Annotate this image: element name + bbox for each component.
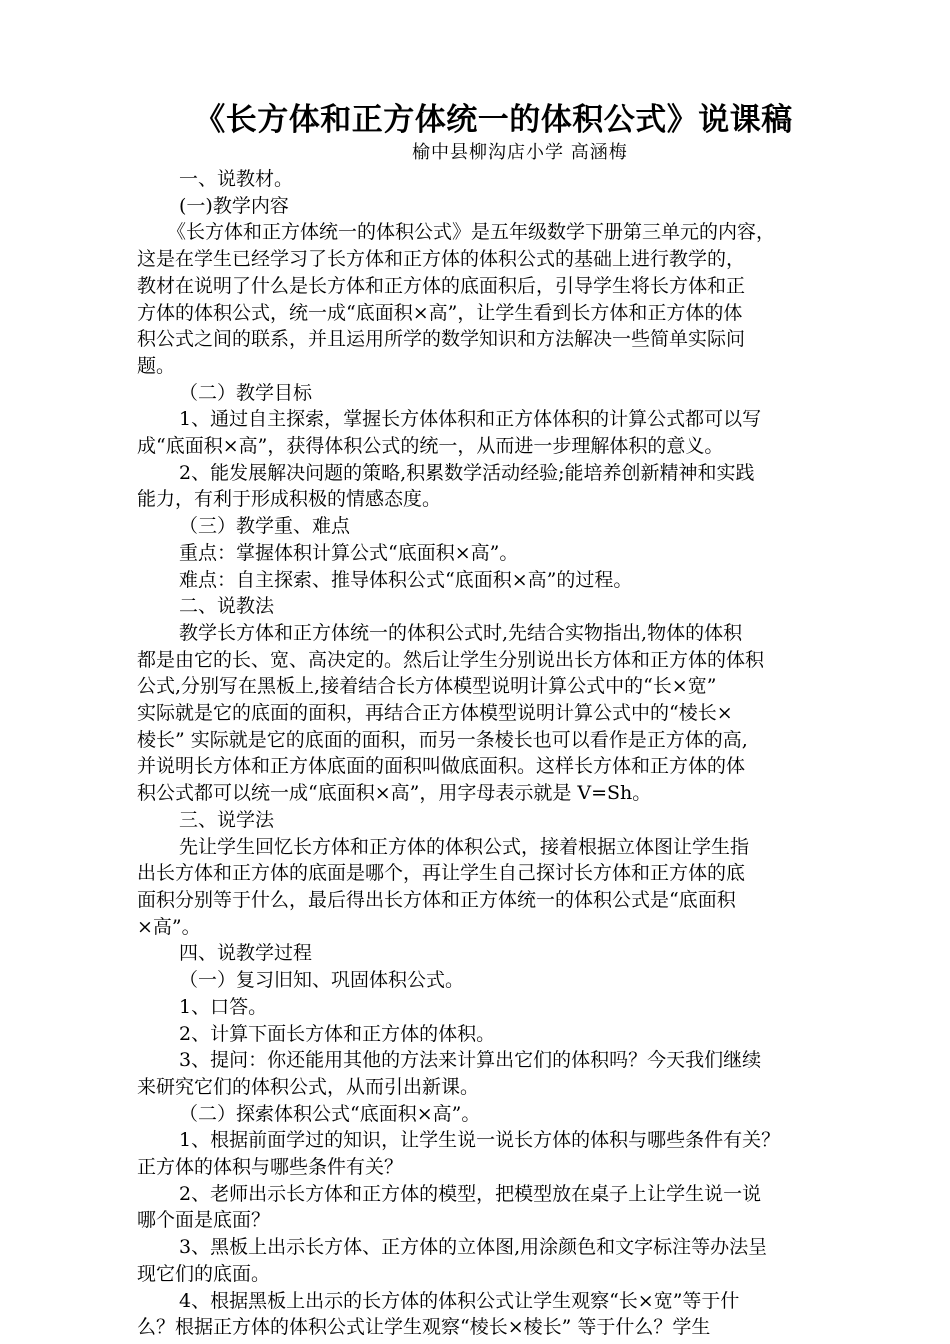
text-line: 这是在学生已经学习了长方体和正方体的体积公式的基础上进行教学的，	[137, 248, 746, 271]
text-line: 先让学生回忆长方体和正方体的体积公式，接着根据立体图让学生指	[179, 835, 750, 858]
text-line: 三、说学法	[179, 808, 275, 831]
text-line: 积公式之间的联系，并且运用所学的数学知识和方法解决一些简单实际问	[137, 328, 746, 351]
text-line: 重点：掌握体积计算公式“底面积×高”。	[179, 541, 519, 564]
text-line: (一)教学内容	[179, 194, 289, 217]
text-line: 方体的体积公式，统一成“底面积×高”，让学生看到长方体和正方体的体	[137, 301, 743, 324]
text-line: 教学长方体和正方体统一的体积公式时,先结合实物指出,物体的体积	[179, 621, 743, 644]
text-line: （二）探索体积公式“底面积×高”。	[179, 1102, 481, 1125]
author-line: 榆中县柳沟店小学 高涵梅	[412, 142, 628, 163]
text-line: 2、计算下面长方体和正方体的体积。	[179, 1022, 496, 1045]
text-line: 1、口答。	[179, 995, 268, 1018]
text-line: 一、说教材。	[179, 168, 294, 190]
text-line: 并说明长方体和正方体底面的面积叫做底面积。这样长方体和正方体的体	[137, 755, 746, 778]
text-line: 2、老师出示长方体和正方体的模型，把模型放在桌子上让学生说一说	[179, 1182, 762, 1205]
document-body	[137, 166, 870, 1341]
text-line: 出长方体和正方体的底面是哪个，再让学生自己探讨长方体和正方体的底	[137, 862, 746, 885]
text-line: 现它们的底面。	[137, 1262, 271, 1285]
text-line: 正方体的体积与哪些条件有关？	[137, 1156, 404, 1179]
text-line: （三）教学重、难点	[179, 515, 351, 538]
text-line: 成“底面积×高”，获得体积公式的统一，从而进一步理解体积的意义。	[137, 435, 724, 458]
text-line: 题。	[137, 354, 176, 377]
text-line: 哪个面是底面？	[137, 1209, 271, 1232]
text-line: 1、根据前面学过的知识，让学生说一说长方体的体积与哪些条件有关？	[179, 1129, 781, 1152]
text-line: 1、通过自主探索，掌握长方体体积和正方体体积的计算公式都可以写	[179, 408, 762, 431]
text-line: 棱长” 实际就是它的底面的面积，而另一条棱长也可以看作是正方体的高,	[137, 728, 748, 751]
text-line: 积公式都可以统一成“底面积×高”，用字母表示就是 V=Sh。	[137, 782, 652, 805]
text-line: 二、说教法	[179, 595, 275, 618]
text-line: ×高”。	[137, 915, 201, 938]
text-line: 公式,分别写在黑板上,接着结合长方体模型说明计算公式中的“长×宽”	[137, 675, 717, 698]
text-line: 四、说教学过程	[179, 942, 313, 965]
document-title: 《长方体和正方体统一的体积公式》说课稿	[194, 102, 793, 138]
text-line: 么？根据正方体的体积公式让学生观察“棱长×棱长” 等于什么？学生	[137, 1316, 711, 1339]
text-line: 难点：自主探索、推导体积公式“底面积×高”的过程。	[179, 568, 633, 591]
text-line: 3、提问：你还能用其他的方法来计算出它们的体积吗？今天我们继续	[179, 1049, 762, 1072]
text-line: 4、根据黑板上出示的长方体的体积公式让学生观察“长×宽”等于什	[179, 1289, 740, 1312]
text-line: 来研究它们的体积公式，从而引出新课。	[137, 1075, 480, 1098]
text-line: （一）复习旧知、巩固体积公式。	[179, 969, 465, 992]
text-line: 面积分别等于什么，最后得出长方体和正方体统一的体积公式是“底面积	[137, 888, 736, 911]
text-line: 实际就是它的底面的面积，再结合正方体模型说明计算公式中的“棱长×	[137, 702, 733, 725]
text-line: 《长方体和正方体统一的体积公式》是五年级数学下册第三单元的内容，	[167, 221, 776, 244]
text-line: 3、黑板上出示长方体、正方体的立体图,用涂颜色和文字标注等办法呈	[179, 1236, 768, 1259]
text-line: 能力，有利于形成积极的情感态度。	[137, 488, 442, 511]
text-line: 都是由它的长、宽、高决定的。然后让学生分别说出长方体和正方体的体积	[137, 648, 765, 671]
text-line: 教材在说明了什么是长方体和正方体的底面积后，引导学生将长方体和正	[137, 274, 746, 297]
text-line: （二）教学目标	[179, 381, 313, 404]
text-line: 2、能发展解决问题的策略,积累数学活动经验;能培养创新精神和实践	[179, 461, 755, 484]
